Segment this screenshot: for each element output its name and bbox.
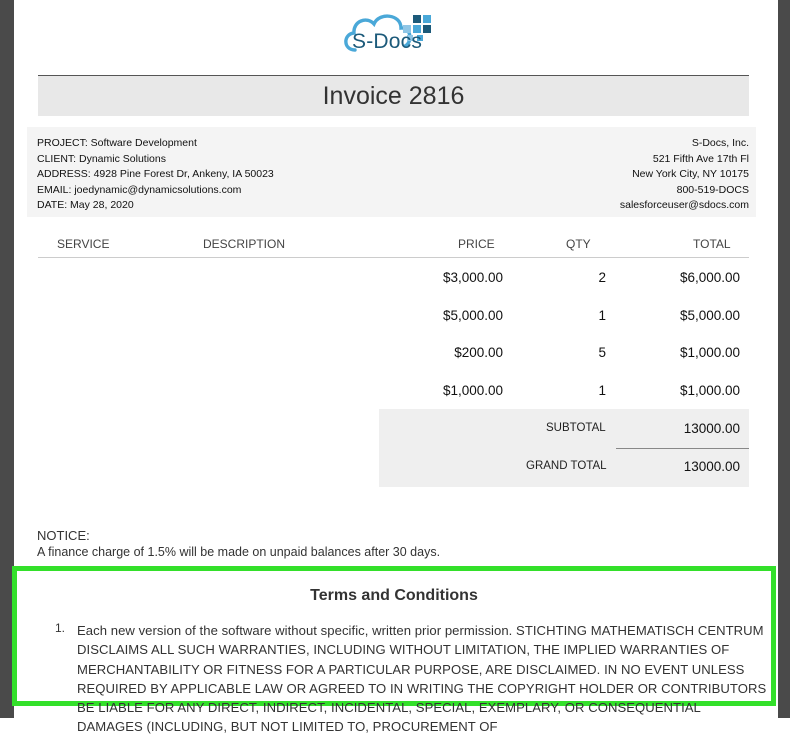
row-1-price: $3,000.00 bbox=[442, 270, 503, 285]
notice-title: NOTICE: bbox=[37, 528, 90, 543]
logo-text: S-Docs bbox=[352, 30, 423, 53]
grand-total-value: 13000.00 bbox=[683, 459, 740, 474]
subtotal-value: 13000.00 bbox=[683, 421, 740, 436]
row-3-qty: 5 bbox=[598, 345, 606, 360]
grand-total-label: GRAND TOTAL bbox=[526, 460, 607, 472]
date-line: DATE: May 28, 2020 bbox=[37, 199, 134, 211]
row-2-qty: 1 bbox=[598, 308, 606, 323]
invoice-title: Invoice 2816 bbox=[38, 75, 749, 116]
terms-item-text: Each new version of the software without specific, written prior permission. STICHTING MATHEMATISCH CENTRUM DISCLAIMS ALL SUCH WARRANTIES, INCLUDING WITHOUT LIMITATION, THE IMPLIED WARRANTIES OF MERCHANTABILITY OR FITNESS FOR A PARTICULAR PURPOSE, ARE DISCLAIMED. IN NO EVENT UNLESS REQUIRED BY APPLICABLE LAW OR AGREED TO IN WRITING THE COPYRIGHT HOLDER OR CONTRIBUTORS BE LIABLE FOR ANY DIRECT, INDIRECT, INCIDENTAL, SPECIAL, EXEMPLARY, OR CONSEQUENTIAL DAMAGES (INCLUDING, BUT NOT LIMITED TO, PROCUREMENT OF bbox=[77, 623, 767, 735]
header-description: DESCRIPTION bbox=[203, 237, 286, 251]
company-city: New York City, NY 10175 bbox=[632, 168, 749, 180]
company-street: 521 Fifth Ave 17th Fl bbox=[652, 152, 749, 165]
header-price: PRICE bbox=[458, 237, 495, 251]
row-4-qty: 1 bbox=[598, 383, 606, 398]
terms-title: Terms and Conditions bbox=[310, 587, 478, 604]
terms-highlight-box bbox=[12, 566, 776, 735]
row-4-total: $1,000.00 bbox=[679, 383, 740, 398]
info-band bbox=[27, 127, 756, 217]
terms-item-number: 1. bbox=[55, 621, 66, 635]
company-phone: 800-519-DOCS bbox=[676, 183, 749, 196]
row-1-total: $6,000.00 bbox=[679, 270, 740, 285]
company-info bbox=[620, 136, 749, 214]
project-line: PROJECT: Software Development bbox=[37, 137, 197, 149]
row-3-total: $1,000.00 bbox=[679, 345, 740, 360]
client-line: CLIENT: Dynamic Solutions bbox=[37, 152, 166, 165]
totals-divider bbox=[616, 448, 749, 449]
email-line: EMAIL: joedynamic@dynamicsolutions.com bbox=[37, 183, 242, 196]
header-service: SERVICE bbox=[57, 237, 110, 251]
header-total: TOTAL bbox=[693, 237, 731, 251]
row-4-price: $1,000.00 bbox=[442, 383, 503, 398]
subtotal-label: SUBTOTAL bbox=[546, 422, 606, 434]
row-2-price: $5,000.00 bbox=[442, 308, 503, 323]
company-email: salesforceuser@sdocs.com bbox=[619, 199, 749, 211]
row-1-qty: 2 bbox=[598, 270, 606, 285]
row-3-price: $200.00 bbox=[454, 345, 503, 360]
notice-text: A finance charge of 1.5% will be made on unpaid balances after 30 days. bbox=[37, 545, 441, 559]
client-info bbox=[37, 136, 274, 214]
viewer-right-edge bbox=[778, 0, 790, 718]
address-line: ADDRESS: 4928 Pine Forest Dr, Ankeny, IA 50023 bbox=[37, 168, 274, 180]
row-2-total: $5,000.00 bbox=[679, 308, 740, 323]
header-qty: QTY bbox=[566, 237, 591, 251]
company-name: S-Docs, Inc. bbox=[691, 137, 749, 149]
header-divider bbox=[38, 257, 749, 258]
